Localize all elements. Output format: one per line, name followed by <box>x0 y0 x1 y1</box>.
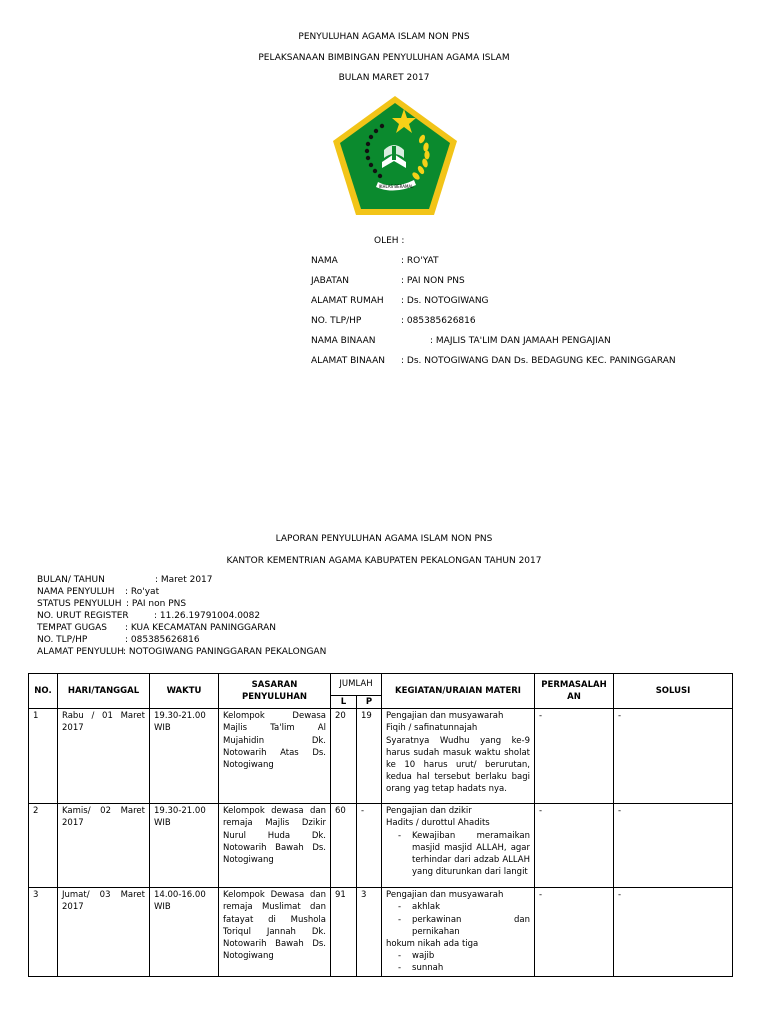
cell-solusi: - <box>614 709 733 804</box>
list-item: - akhlak <box>412 901 530 913</box>
col-header-no: NO. <box>29 674 58 709</box>
kegiatan-bullets <box>386 901 530 938</box>
cell-p: 3 <box>357 888 382 976</box>
header-line-1: PENYULUHAN AGAMA ISLAM NON PNS <box>298 32 470 42</box>
info-label: NAMA BINAAN <box>311 336 376 346</box>
cell-permasalahan: - <box>535 888 614 976</box>
table-row <box>29 804 733 888</box>
oleh-label: OLEH : <box>374 236 405 246</box>
info-value: : RO'YAT <box>401 256 439 266</box>
kegiatan-line: Fiqih / safinatunnajah <box>386 723 478 734</box>
col-header-solusi: SOLUSI <box>614 674 733 709</box>
report-value: : Maret 2017 <box>155 575 213 585</box>
list-item: - wajib <box>412 950 530 962</box>
report-title-2: KANTOR KEMENTRIAN AGAMA KABUPATEN PEKALONGAN TAHUN 2017 <box>226 556 542 566</box>
info-label: ALAMAT RUMAH <box>311 296 384 306</box>
cell-hari: Rabu / 01 Maret 2017 <box>58 709 150 804</box>
cell-waktu: 19.30-21.00 WIB <box>150 709 219 804</box>
info-value: : MAJLIS TA'LIM DAN JAMAAH PENGAJIAN <box>430 336 611 346</box>
svg-text:IKHLAS BERAMAL: IKHLAS BERAMAL <box>378 184 414 189</box>
list-item: - sunnah <box>412 962 530 974</box>
cell-kegiatan <box>382 709 535 804</box>
kegiatan-line: Pengajian dan dzikir <box>386 806 472 817</box>
cell-l: 91 <box>331 888 357 976</box>
report-value: : PAI non PNS <box>126 599 187 609</box>
report-label: TEMPAT GUGAS <box>37 623 108 633</box>
kemenag-logo <box>330 94 460 218</box>
kegiatan-bullets <box>386 830 530 879</box>
col-header-sasaran: SASARAN PENYULUHAN <box>219 674 331 709</box>
cell-sasaran: Kelompok Dewasa dan remaja Muslimat dan fatayat di Mushola Toriqul Jannah Dk. Notowarih Bawah Ds. Notogiwang <box>219 888 331 976</box>
cell-p: - <box>357 804 382 888</box>
cell-permasalahan: - <box>535 804 614 888</box>
col-header-waktu: WAKTU <box>150 674 219 709</box>
info-value: : 085385626816 <box>401 316 476 326</box>
col-header-permasalahan: PERMASALAH AN <box>535 674 614 709</box>
cell-kegiatan <box>382 888 535 976</box>
col-header-l: L <box>331 696 357 709</box>
col-header-p: P <box>357 696 382 709</box>
report-value: : Ro'yat <box>125 587 160 597</box>
activity-table <box>28 673 733 977</box>
cell-l: 60 <box>331 804 357 888</box>
report-label: ALAMAT PENYULUH <box>37 647 124 657</box>
cell-sasaran: Kelompok dewasa dan remaja Majlis Dzikir Nurul Huda Dk. Notowarih Bawah Ds. Notogiwang <box>219 804 331 888</box>
list-item: - perkawinan dan pernikahan <box>412 914 530 938</box>
report-value: : NOTOGIWANG PANINGGARAN PEKALONGAN <box>123 647 327 657</box>
report-value: : 085385626816 <box>125 635 200 645</box>
cell-p: 19 <box>357 709 382 804</box>
report-value: : KUA KECAMATAN PANINGGARAN <box>125 623 276 633</box>
cell-hari: Kamis/ 02 Maret 2017 <box>58 804 150 888</box>
cell-permasalahan: - <box>535 709 614 804</box>
kegiatan-bullets <box>386 950 530 974</box>
list-item: - Kewajiban meramaikan masjid masjid ALLAH, agar terhindar dari adzab ALLAH yang diturunkan dari langit <box>412 830 530 879</box>
kegiatan-line: Hadits / durottul Ahadits <box>386 818 490 829</box>
table-row <box>29 709 733 804</box>
kegiatan-line: Pengajian dan musyawarah <box>386 890 504 901</box>
table-row <box>29 888 733 976</box>
report-value: : 11.26.19791004.0082 <box>154 611 261 621</box>
col-header-kegiatan: KEGIATAN/URAIAN MATERI <box>382 674 535 709</box>
info-value: : Ds. NOTOGIWANG <box>401 296 489 306</box>
cell-solusi: - <box>614 888 733 976</box>
kegiatan-line: hokum nikah ada tiga <box>386 939 479 950</box>
header-line-3: BULAN MARET 2017 <box>338 73 430 83</box>
info-label: JABATAN <box>311 276 349 286</box>
cell-l: 20 <box>331 709 357 804</box>
col-header-hari: HARI/TANGGAL <box>58 674 150 709</box>
info-value: : PAI NON PNS <box>401 276 465 286</box>
cell-hari: Jumat/ 03 Maret 2017 <box>58 888 150 976</box>
cell-no: 3 <box>29 888 58 976</box>
cell-waktu: 14.00-16.00 WIB <box>150 888 219 976</box>
info-value: : Ds. NOTOGIWANG DAN Ds. BEDAGUNG KEC. PANINGGARAN <box>401 356 676 366</box>
cell-waktu: 19.30-21.00 WIB <box>150 804 219 888</box>
info-label: ALAMAT BINAAN <box>311 356 385 366</box>
cell-no: 1 <box>29 709 58 804</box>
report-label: BULAN/ TAHUN <box>37 575 105 585</box>
report-label: NO. TLP/HP <box>37 635 88 645</box>
kegiatan-line: Pengajian dan musyawarah <box>386 711 504 722</box>
report-label: NAMA PENYULUH <box>37 587 115 597</box>
cell-solusi: - <box>614 804 733 888</box>
cell-no: 2 <box>29 804 58 888</box>
report-label: NO. URUT REGISTER <box>37 611 129 621</box>
report-label: STATUS PENYULUH <box>37 599 122 609</box>
info-label: NAMA <box>311 256 338 266</box>
cell-kegiatan <box>382 804 535 888</box>
kegiatan-paragraph: Syaratnya Wudhu yang ke-9 harus sudah masuk waktu sholat ke 10 harus urut/ berurutan, kedua hal tersebut berlaku bagi orang yag tetap hadats nya. <box>386 735 531 795</box>
cell-sasaran: Kelompok Dewasa Majlis Ta'lim Al Mujahidin Dk. Notowarih Atas Ds. Notogiwang <box>219 709 331 804</box>
header-line-2: PELAKSANAAN BIMBINGAN PENYULUHAN AGAMA ISLAM <box>258 53 510 63</box>
report-title-1: LAPORAN PENYULUHAN AGAMA ISLAM NON PNS <box>275 534 493 544</box>
info-label: NO. TLP/HP <box>311 316 362 326</box>
col-header-jumlah: JUMLAH <box>331 674 382 696</box>
